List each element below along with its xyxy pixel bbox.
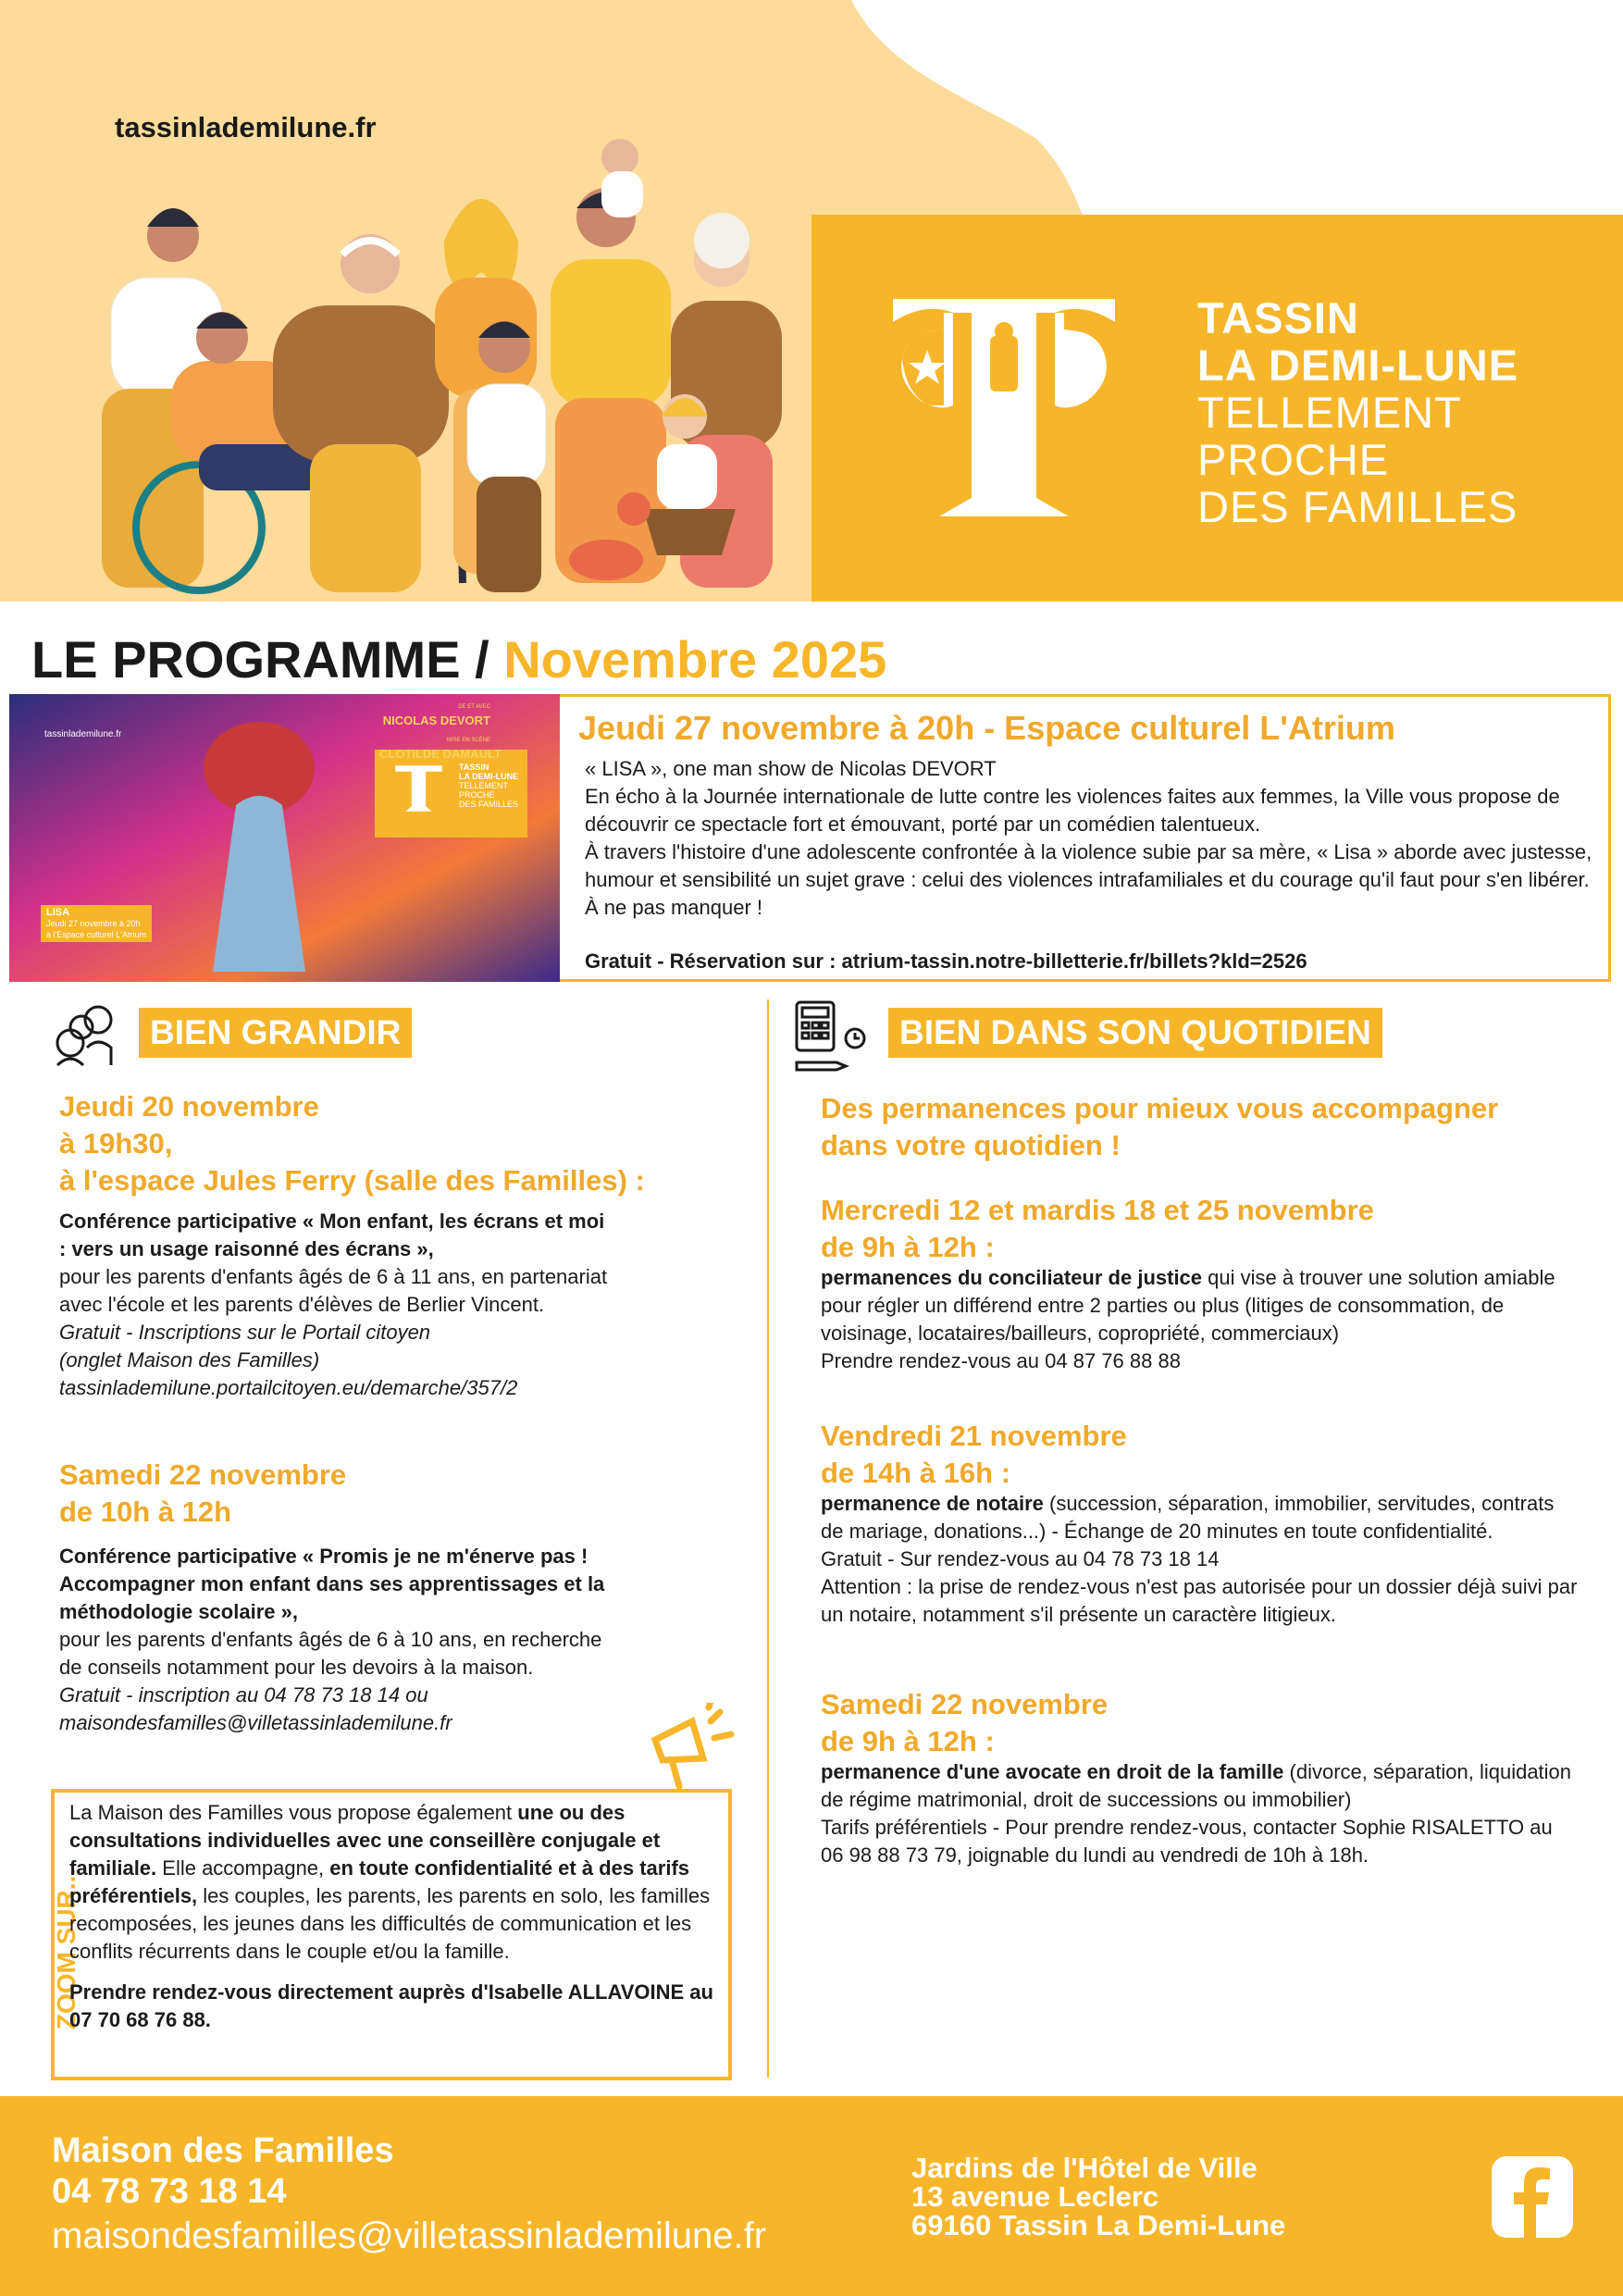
lisa-poster (9, 694, 560, 982)
event-1-time: à 19h30, (59, 1127, 173, 1160)
site-url[interactable]: tassinlademilune.fr (115, 111, 377, 143)
perm-2-note: Attention : la prise de rendez-vous n'est pas autorisée pour un dossier déjà suivi par un notaire, notamment s'il présente un caractère litigieux. (821, 1575, 1578, 1626)
perm-1-heading (821, 1192, 1580, 1266)
page-title (31, 629, 886, 689)
poster-credit-2: CLOTILDE DAMAULT (379, 747, 502, 761)
event-2-heading (59, 1457, 707, 1531)
event-1-info-2: (onglet Maison des Familles) (59, 1348, 320, 1371)
perm-2-text: (succession, séparation, immobilier, servitudes, contrats de mariage, donations...) - Échange de 20 minutes en toute confidentialité. (821, 1492, 1555, 1543)
perm-2-heading (821, 1418, 1580, 1492)
brand-line-2: LA DEMI-LUNE (1197, 341, 1519, 390)
perm-3-title: permanence d'une avocate en droit de la famille (821, 1760, 1284, 1783)
event-2-time: de 10h à 12h (59, 1496, 232, 1528)
perm-3-text: (divorce, séparation, liquidation de régime matrimonial, droit de successions ou immobilier) (821, 1760, 1572, 1811)
city-logo-icon (888, 294, 1120, 526)
family-illustration (88, 139, 810, 606)
event-1-body (59, 1208, 614, 1402)
brand-line-1: TASSIN (1197, 293, 1359, 342)
poster-logo-line-4: PROCHE (459, 790, 495, 800)
perm-1-date: Mercredi 12 et mardis 18 et 25 novembre (821, 1194, 1374, 1226)
perm-2-time: de 14h à 16h : (821, 1457, 1011, 1489)
event-1-link[interactable]: tassinlademilune.portailcitoyen.eu/demarche/357/2 (59, 1376, 518, 1399)
poster-tag-line-1: Jeudi 27 novembre à 20h (46, 919, 141, 928)
poster-credits (379, 696, 502, 763)
perm-1-description (821, 1264, 1580, 1347)
brand-line-3: TELLEMENT (1197, 388, 1462, 437)
event-1-place: à l'espace Jules Ferry (salle des Familles) : (59, 1164, 645, 1197)
poster-tag-line-2: à l'Espace culturel L'Atrium (46, 930, 146, 939)
footer-title: Maison des Familles (52, 2131, 394, 2170)
poster-credit-1-small: DE ET AVEC (458, 704, 490, 710)
page-title-month: Novembre 2025 (503, 630, 887, 689)
perm-2-description (821, 1490, 1580, 1545)
family-faces-icon (50, 1001, 118, 1066)
event-line-2: En écho à la Journée internationale de lutte contre les violences faites aux femmes, la Ville vous propose de découvrir ce spectacle fort et émouvant, porté par un comédien talentueux. (585, 785, 1560, 836)
brand-name (1197, 294, 1518, 530)
event-1-date: Jeudi 20 novembre (59, 1090, 319, 1123)
right-intro (821, 1090, 1580, 1164)
event-1-info-1: Gratuit - Inscriptions sur le Portail citoyen (59, 1321, 431, 1344)
zoom-content (69, 1799, 717, 2034)
zoom-text-a: La Maison des Familles vous propose également (69, 1801, 518, 1824)
zoom-label: ZOOM SUR... (52, 1868, 81, 2030)
facebook-icon[interactable] (1492, 2156, 1573, 2238)
event-title: Jeudi 27 novembre à 20h - Espace culturel L'Atrium (578, 709, 1395, 747)
zoom-text-c: Elle accompagne, (156, 1856, 330, 1880)
perm-3-heading (821, 1686, 1580, 1760)
zoom-text-b: une ou des consultations individuelles avec une conseillère conjugale et familiale. (69, 1801, 661, 1880)
poster-tag-title: LISA (46, 907, 70, 918)
right-intro-2: dans votre quotidien ! (821, 1129, 1121, 1161)
zoom-paragraph (69, 1799, 717, 1966)
event-line-1: « LISA », one man show de Nicolas DEVORT (585, 757, 997, 780)
poster-credit-1: NICOLAS DEVORT (382, 714, 490, 727)
event-2-email[interactable]: maisondesfamilles@villetassinlademilune.fr (59, 1711, 452, 1734)
event-2-info: Gratuit - inscription au 04 78 73 18 14 ou (59, 1683, 428, 1706)
right-intro-1: Des permanences pour mieux vous accompagner (821, 1092, 1499, 1124)
footer-address-3: 69160 Tassin La Demi-Lune (911, 2209, 1286, 2241)
facebook-glyph (1492, 2156, 1573, 2238)
footer-address-1: Jardins de l'Hôtel de Ville (911, 2152, 1258, 2184)
zoom-contact: Prendre rendez-vous directement auprès d'Isabelle ALLAVOINE au 07 70 68 76 88. (69, 1980, 713, 2031)
perm-1-body (821, 1264, 1580, 1375)
poster-logo-line-3: TELLEMENT (459, 781, 509, 790)
section-bien-dans-son-quotidien: BIEN DANS SON QUOTIDIEN (888, 1008, 1382, 1058)
perm-3-description (821, 1758, 1580, 1814)
perm-3-time: de 9h à 12h : (821, 1725, 995, 1757)
perm-2-title: permanence de notaire (821, 1492, 1044, 1515)
perm-1-time: de 9h à 12h : (821, 1231, 995, 1263)
event-2-title: Conférence participative « Promis je ne m'énerve pas ! Accompagner mon enfant dans ses apprentissages et la méthodologie scolaire », (59, 1545, 605, 1623)
footer-address-2: 13 avenue Leclerc (911, 2180, 1159, 2213)
event-2-body (59, 1543, 614, 1737)
poster-logo-line-5: DES FAMILLES (459, 800, 519, 809)
poster-credit-2-small: MISE EN SCÈNE (446, 738, 490, 743)
poster-logo-line-1: TASSIN (459, 763, 489, 772)
poster-logo-text (459, 763, 518, 809)
section-bien-grandir: BIEN GRANDIR (139, 1008, 412, 1058)
event-booking[interactable]: Gratuit - Réservation sur : atrium-tassin.notre-billetterie.fr/billets?kld=2526 (585, 949, 1307, 973)
event-2-date: Samedi 22 novembre (59, 1458, 347, 1491)
calculator-clock-icon (794, 999, 868, 1072)
perm-3-body (821, 1758, 1580, 1869)
column-divider (767, 999, 769, 2078)
page-title-main: LE PROGRAMME / (31, 630, 504, 689)
poster-site: tassinlademilune.fr (44, 729, 122, 739)
perm-1-rdv: Prendre rendez-vous au 04 87 76 88 88 (821, 1349, 1181, 1372)
event-line-3: À travers l'histoire d'une adolescente confrontée à la violence subie par sa mère, « Lisa » aborde avec justesse, humour et sensibilité un sujet grave : celui des violences intrafamiliales et du courage qu'il faut pour s'en libérer. À ne pas manquer ! (585, 840, 1592, 919)
footer-email[interactable]: maisondesfamilles@villetassinlademilune.fr (52, 2215, 767, 2256)
perm-3-rdv: Tarifs préférentiels - Pour prendre rendez-vous, contacter Sophie RISALETTO au 06 98 88 73 79, joignable du lundi au vendredi de 10h à 18h. (821, 1816, 1553, 1867)
zoom-text-e: les couples, les parents, les parents en solo, les familles recomposées, les jeunes dans les difficultés de communication et les conflits récurrents dans le couple et/ou la famille. (69, 1884, 711, 1963)
perm-2-body (821, 1490, 1580, 1629)
footer-phone[interactable]: 04 78 73 18 14 (52, 2172, 287, 2211)
event-1-heading (59, 1088, 707, 1199)
event-description (585, 755, 1593, 922)
perm-2-rdv: Gratuit - Sur rendez-vous au 04 78 73 18 14 (821, 1547, 1220, 1570)
perm-2-date: Vendredi 21 novembre (821, 1420, 1127, 1452)
megaphone-icon (646, 1703, 738, 1791)
poster-logo-icon (393, 763, 444, 814)
zoom-text-d: en toute confidentialité et à des tarifs préférentiels, (69, 1856, 690, 1907)
poster-logo-line-2: LA DEMI-LUNE (459, 772, 519, 781)
perm-3-date: Samedi 22 novembre (821, 1688, 1109, 1720)
brand-line-5: DES FAMILLES (1197, 482, 1518, 531)
event-2-text: pour les parents d'enfants âgés de 6 à 10 ans, en recherche de conseils notamment pour les devoirs à la maison. (59, 1628, 602, 1679)
footer-address (911, 2153, 1285, 2240)
perm-1-title: permanences du conciliateur de justice (821, 1266, 1203, 1289)
brand-line-4: PROCHE (1197, 435, 1390, 484)
perm-1-text: qui vise à trouver une solution amiable pour régler un différend entre 2 parties ou plus (litiges de consommation, de voisinage, locataires/bailleurs, copropriété, commerciaux) (821, 1266, 1555, 1345)
poster-tag (41, 905, 152, 942)
event-1-text: pour les parents d'enfants âgés de 6 à 11 ans, en partenariat avec l'école et les parents d'élèves de Berlier Vincent. (59, 1265, 608, 1316)
event-1-title: Conférence participative « Mon enfant, les écrans et moi : vers un usage raisonné des écrans », (59, 1210, 605, 1260)
